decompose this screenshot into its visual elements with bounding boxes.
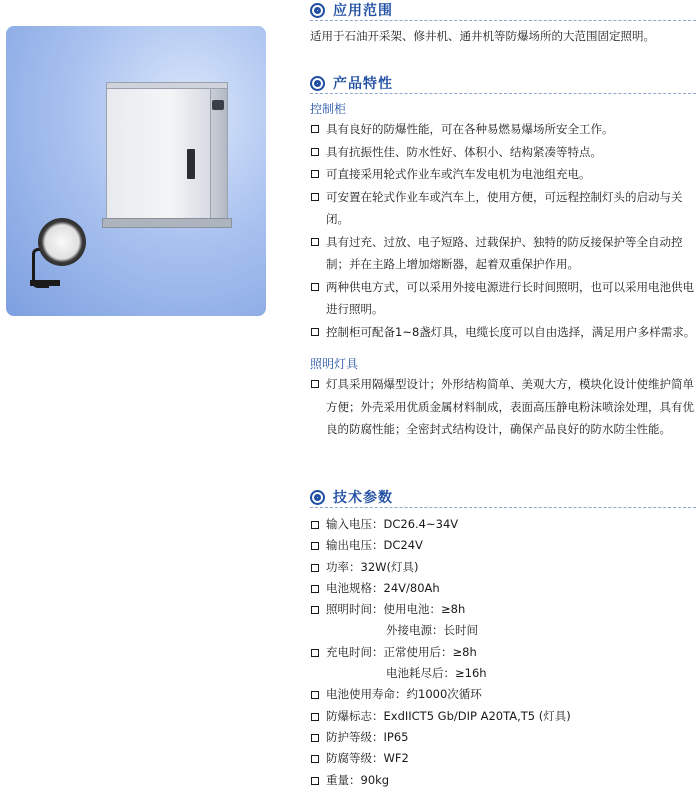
application-title: 应用范围 (333, 3, 393, 19)
control-cabinet-image (98, 78, 230, 228)
specs-header (310, 487, 393, 507)
product-photo (6, 26, 266, 316)
section-divider (310, 93, 696, 94)
cabinet-handle (187, 149, 195, 179)
list-item: 具有良好的防爆性能，可在各种易燃易爆场所安全工作。 (310, 118, 696, 141)
section-divider (310, 507, 696, 508)
features-title: 产品特性 (333, 76, 393, 92)
circle-bullet-icon (310, 3, 325, 18)
specs-list (310, 514, 696, 791)
square-bullet-icon (311, 649, 319, 657)
control-cabinet-list (310, 118, 696, 343)
square-bullet-icon (311, 521, 319, 529)
list-item: 灯具采用隔爆型设计；外形结构简单、美观大方，模块化设计使维护简单方便；外壳采用优质金属材料制成，表面高压静电粉沫喷涂处理，具有优良的防腐性能；全密封式结构设计，确保产品良好的防水防尘性能。 (310, 373, 696, 441)
lamp-list (310, 373, 696, 441)
spec-item: 电池耗尽后：≥16h (386, 666, 487, 681)
spec-item: 功率：32W(灯具) (310, 557, 696, 578)
lamp-head (38, 218, 86, 266)
application-header (310, 0, 393, 20)
control-cabinet-subtitle: 控制柜 (310, 102, 347, 116)
features-header (310, 73, 393, 93)
square-bullet-icon (311, 193, 319, 201)
spec-item: 输入电压：DC26.4~34V (310, 514, 696, 535)
list-item: 可安置在轮式作业车或汽车上，使用方便，可远程控制灯头的启动与关闭。 (310, 186, 696, 231)
square-bullet-icon (311, 380, 319, 388)
lamp-subtitle: 照明灯具 (310, 357, 359, 371)
application-text: 适用于石油开采架、修井机、通井机等防爆场所的大范围固定照明。 (310, 29, 655, 43)
cabinet-door (106, 88, 212, 220)
square-bullet-icon (311, 148, 319, 156)
spec-item: 照明时间：使用电池：≥8h (310, 599, 696, 620)
square-bullet-icon (311, 170, 319, 178)
square-bullet-icon (311, 238, 319, 246)
square-bullet-icon (311, 755, 319, 763)
spec-item: 防护等级：IP65 (310, 727, 696, 748)
section-divider (310, 20, 696, 21)
spec-item: 防腐等级：WF2 (310, 748, 696, 769)
specs-title: 技术参数 (333, 490, 393, 506)
circle-bullet-icon (310, 490, 325, 505)
list-item: 具有过充、过放、电子短路、过载保护、独特的防反接保护等全自动控制；并在主路上增加熔断器，起着双重保护作用。 (310, 231, 696, 276)
square-bullet-icon (311, 713, 319, 721)
list-item: 具有抗振性佳、防水性好、体积小、结构紧凑等特点。 (310, 141, 696, 164)
list-item: 可直接采用轮式作业车或汽车发电机为电池组充电。 (310, 163, 696, 186)
spec-item: 电池使用寿命：约1000次循环 (310, 684, 696, 705)
spec-item: 重量：90kg (310, 770, 696, 791)
square-bullet-icon (311, 691, 319, 699)
lamp-base (30, 280, 60, 286)
square-bullet-icon (311, 564, 319, 572)
square-bullet-icon (311, 777, 319, 785)
spec-item: 电池规格：24V/80Ah (310, 578, 696, 599)
cabinet-base (102, 218, 232, 228)
list-item: 两种供电方式，可以采用外接电源进行长时间照明，也可以采用电池供电进行照明。 (310, 276, 696, 321)
spec-item: 防爆标志：ExdIICT5 Gb/DIP A20TA,T5 (灯具) (310, 706, 696, 727)
cable-gland (212, 100, 224, 110)
spec-item: 充电时间：正常使用后：≥8h (310, 642, 696, 663)
square-bullet-icon (311, 542, 319, 550)
explosion-proof-lamp-image (32, 210, 92, 270)
square-bullet-icon (311, 734, 319, 742)
square-bullet-icon (311, 606, 319, 614)
square-bullet-icon (311, 283, 319, 291)
spec-item: 输出电压：DC24V (310, 535, 696, 556)
square-bullet-icon (311, 125, 319, 133)
square-bullet-icon (311, 585, 319, 593)
circle-bullet-icon (310, 76, 325, 91)
spec-item: 外接电源：长时间 (386, 623, 478, 638)
square-bullet-icon (311, 328, 319, 336)
list-item: 控制柜可配备1~8盏灯具，电缆长度可以自由选择，满足用户多样需求。 (310, 321, 696, 344)
